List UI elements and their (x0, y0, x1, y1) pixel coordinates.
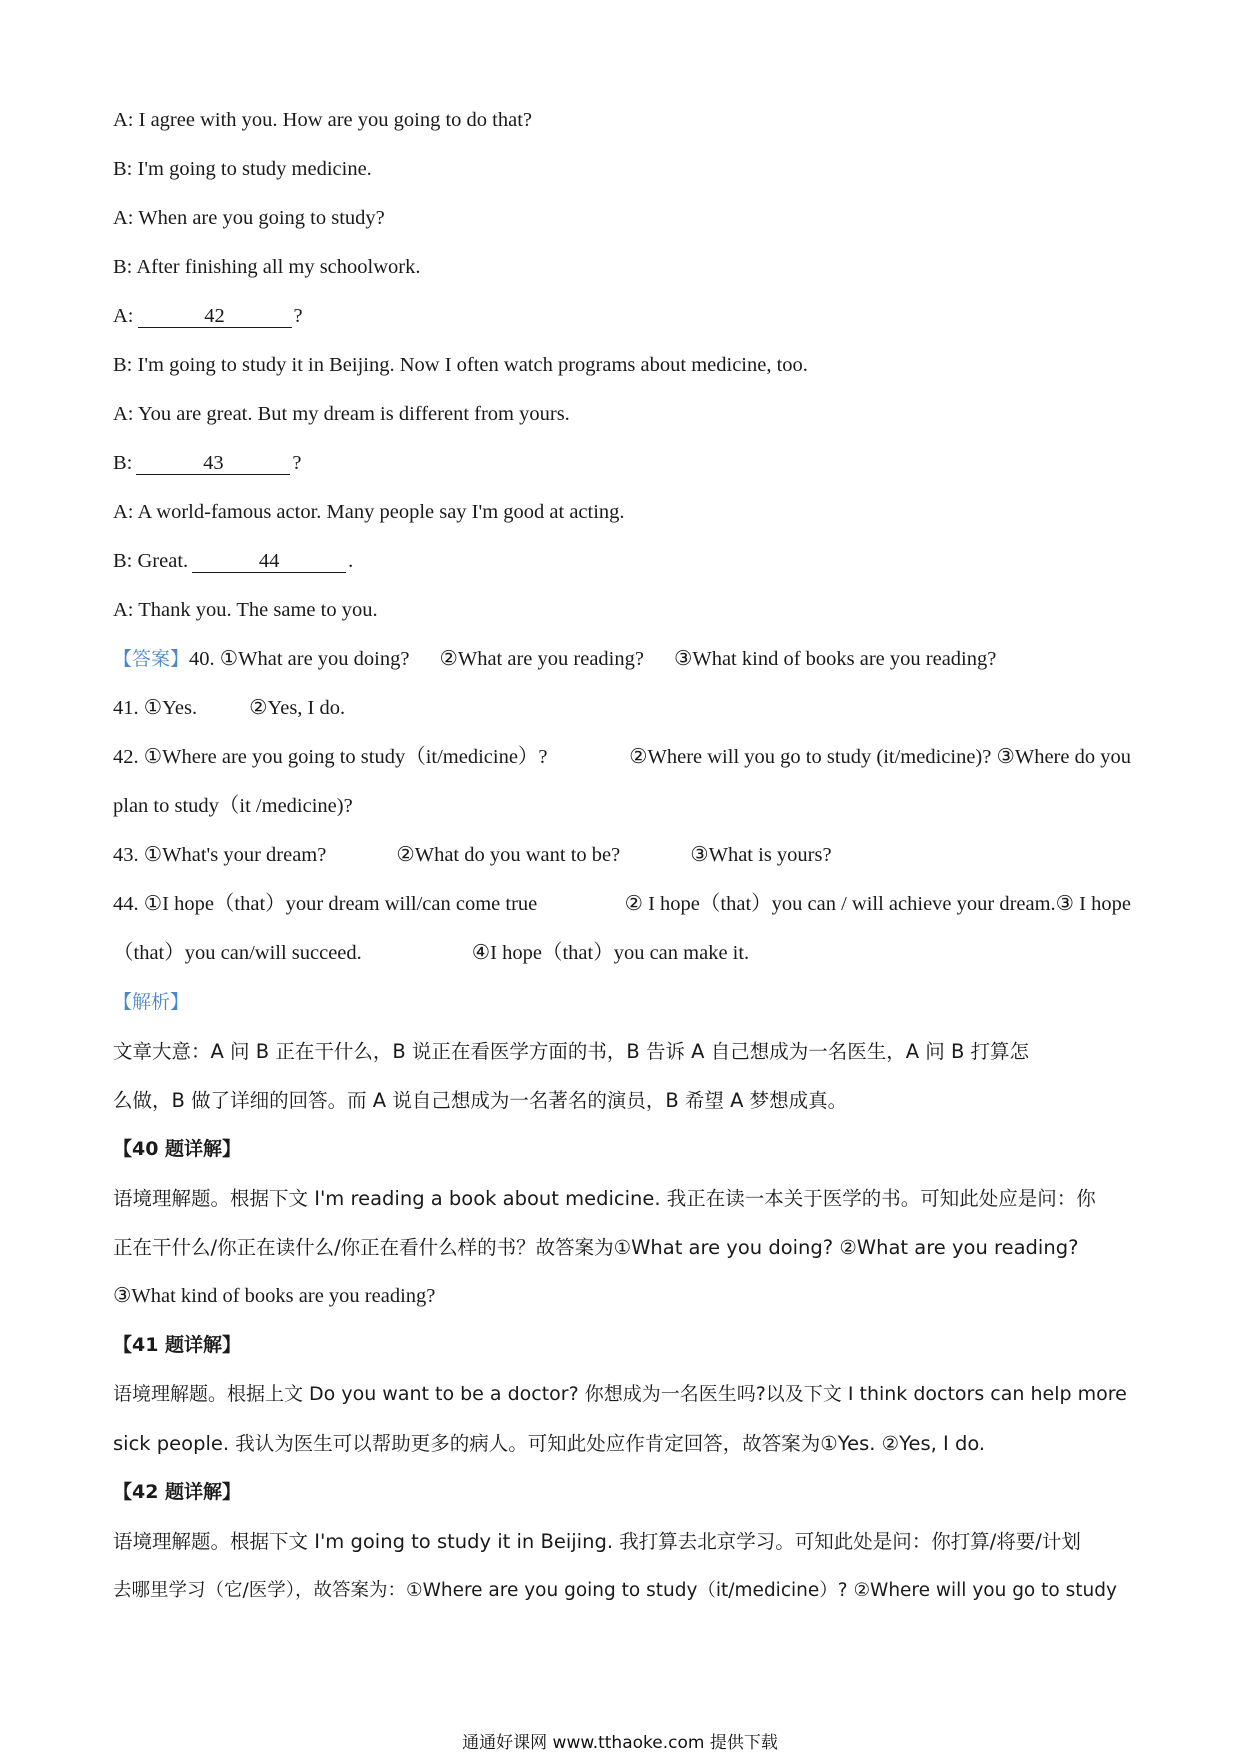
dialogue-line-blank-44: B: Great. 44 . (113, 550, 354, 572)
dialogue-line: A: You are great. But my dream is different from yours. (113, 403, 570, 425)
q41-line: 语境理解题。根据上文 Do you want to be a doctor? 你想成为一名医生吗?以及下文 I think doctors can help more (113, 1383, 1127, 1405)
answer-40: 【答案】40. ①What are you doing? ②What are you reading? ③What kind of books are you reading? (113, 648, 997, 670)
document-body (113, 96, 1131, 1615)
q40-title: 【40 题详解】 (113, 1138, 242, 1160)
dialogue-line: B: I'm going to study it in Beijing. Now I often watch programs about medicine, too. (113, 354, 808, 376)
q42-line: 去哪里学习（它/医学），故答案为：①Where are you going to study（it/medicine）? ②Where will you go to study (113, 1580, 1117, 1601)
q41-title: 【41 题详解】 (113, 1334, 242, 1356)
q41-line: sick people. 我认为医生可以帮助更多的病人。可知此处应作肯定回答，故答案为①Yes. ②Yes, I do. (113, 1432, 986, 1455)
answer-tag: 【答案】 (113, 648, 190, 670)
dialogue-line-blank-43: B: 43 ? (113, 452, 302, 474)
blank-44[interactable]: 44 (192, 550, 346, 573)
dialogue-line: A: Thank you. The same to you. (113, 599, 378, 621)
dialogue-line: A: When are you going to study? (113, 207, 385, 229)
answer-43: 43. ①What's your dream? ②What do you want to be? ③What is yours? (113, 844, 832, 866)
dialogue-line: A: A world-famous actor. Many people say I'm good at acting. (113, 501, 625, 523)
answer-42-line2: plan to study（it /medicine)? (113, 795, 353, 817)
dialogue-line-blank-42: A: 42 ? (113, 305, 303, 327)
answer-44-line2: （that）you can/will succeed. ④I hope（that）you can make it. (113, 942, 750, 964)
answer-42-line1: 42. ①Where are you going to study（it/medicine）? ②Where will you go to study (it/medicine)? ③Where do you (113, 746, 1131, 768)
dialogue-line: A: I agree with you. How are you going to do that? (113, 109, 533, 131)
dialogue-line: B: After finishing all my schoolwork. (113, 256, 421, 278)
analysis-heading: 【解析】 (113, 991, 190, 1013)
q40-line: 语境理解题。根据下文 I'm reading a book about medicine. 我正在读一本关于医学的书。可知此处应是问：你 (113, 1187, 1096, 1210)
answer-41: 41. ①Yes. ②Yes, I do. (113, 697, 346, 719)
q40-line: ③What kind of books are you reading? (113, 1285, 436, 1307)
blank-43[interactable]: 43 (136, 452, 290, 475)
answer-44-line1: 44. ①I hope（that）your dream will/can come true ② I hope（that）you can / will achieve your dream.③ I hope (113, 893, 1131, 915)
q42-line: 语境理解题。根据下文 I'm going to study it in Beijing. 我打算去北京学习。可知此处是问：你打算/将要/计划 (113, 1530, 1081, 1553)
q42-title: 【42 题详解】 (113, 1481, 242, 1503)
dialogue-line: B: I'm going to study medicine. (113, 158, 372, 180)
summary-line: 么做，B 做了详细的回答。而 A 说自己想成为一名著名的演员，B 希望 A 梦想成真。 (113, 1089, 848, 1112)
footer-source: 通通好课网 www.tthaoke.com 提供下载 (462, 1733, 778, 1753)
q40-line: 正在干什么/你正在读什么/你正在看什么样的书？故答案为①What are you doing? ②What are you reading? (113, 1236, 1079, 1259)
blank-42[interactable]: 42 (138, 305, 292, 328)
summary-line: 文章大意：A 问 B 正在干什么，B 说正在看医学方面的书，B 告诉 A 自己想成为一名医生，A 问 B 打算怎 (113, 1040, 1030, 1063)
